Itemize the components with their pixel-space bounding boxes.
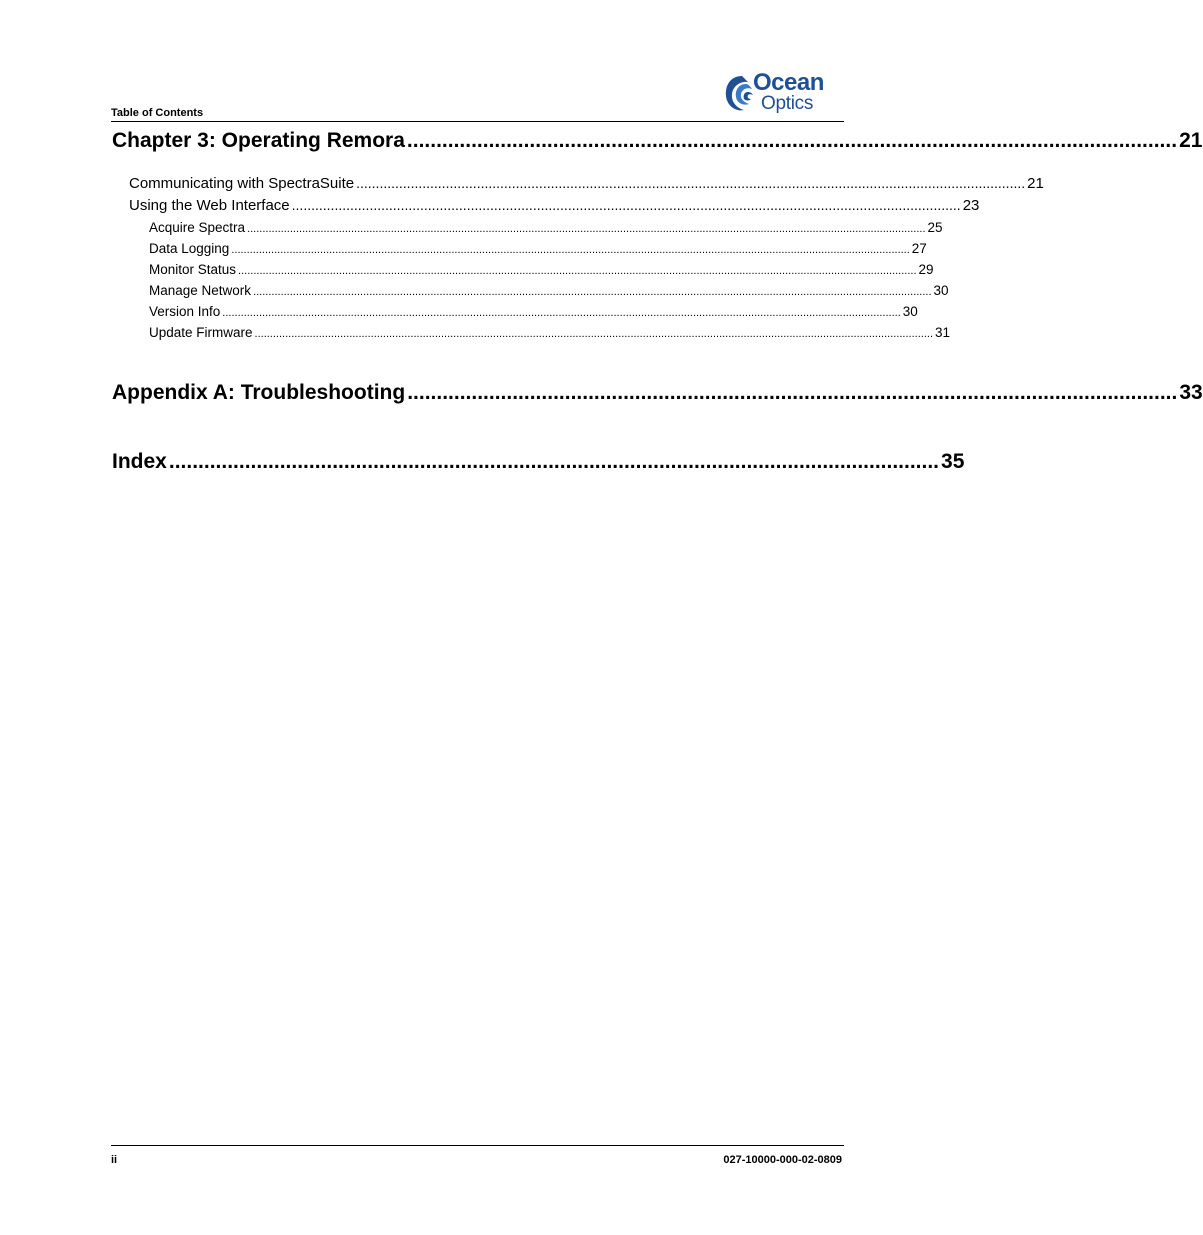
page-number: ii: [111, 1154, 118, 1166]
dot-leader: ..............................................................................................................................................................................................................................: [254, 328, 933, 340]
toc-entry-label: Chapter 3: Operating Remora: [112, 129, 405, 152]
dot-leader: ..............................................................................................................................................................................................................................: [247, 223, 926, 235]
toc-entry-chapter-3[interactable]: [112, 129, 1203, 153]
header-title: Table of Contents: [111, 107, 204, 119]
page-footer: [111, 1145, 844, 1168]
logo-word-optics: Optics: [761, 93, 814, 114]
dot-leader: ....................................................................................................................................: [407, 381, 1178, 404]
toc-entry-version-info[interactable]: [149, 304, 918, 319]
toc-entry-page: 30: [902, 304, 918, 319]
toc-entry-communicating[interactable]: [129, 175, 1044, 192]
toc-entry-page: 31: [935, 325, 951, 340]
toc-entry-manage-network[interactable]: [149, 283, 949, 298]
toc-entry-data-logging[interactable]: [149, 241, 927, 256]
toc-entry-label: Version Info: [149, 304, 221, 319]
dot-leader: ............................................................................................................................................................................: [356, 175, 1026, 191]
toc-entry-page: 21: [1027, 175, 1044, 192]
dot-leader: ..............................................................................................................................................................................................................................: [253, 286, 932, 298]
toc-entry-page: 30: [933, 283, 949, 298]
toc-entry-page: 25: [927, 220, 943, 235]
toc-entry-label: Manage Network: [149, 283, 252, 298]
logo-word-ocean: Ocean: [753, 69, 824, 96]
toc-entry-acquire-spectra[interactable]: [149, 220, 943, 235]
toc-entry-page: 33: [1179, 381, 1203, 404]
dot-leader: ..............................................................................................................................................................................................................................: [231, 244, 910, 256]
toc-entry-appendix-a[interactable]: [112, 381, 1203, 405]
toc-entry-web-interface[interactable]: [129, 197, 980, 214]
toc-entry-label: Index: [112, 450, 167, 473]
toc-entry-update-firmware[interactable]: [149, 325, 951, 340]
toc-entry-label: Acquire Spectra: [149, 220, 246, 235]
toc-entry-label: Appendix A: Troubleshooting: [112, 381, 406, 404]
toc-entry-label: Monitor Status: [149, 262, 237, 277]
toc-entry-page: 21: [1179, 129, 1203, 152]
dot-leader: ..............................................................................................................................................................................................................................: [238, 265, 917, 277]
toc-entry-monitor-status[interactable]: [149, 262, 934, 277]
toc-entry-index[interactable]: [112, 450, 965, 474]
dot-leader: ..............................................................................................................................................................................................................................: [222, 307, 901, 319]
document-number: 027-10000-000-02-0809: [723, 1154, 842, 1166]
dot-leader: ....................................................................................................................................: [406, 129, 1178, 152]
page-header: [111, 70, 844, 122]
ocean-optics-logo: [724, 69, 842, 116]
toc-entry-label: Communicating with SpectraSuite: [129, 175, 355, 192]
toc-entry-label: Using the Web Interface: [129, 197, 290, 214]
toc-entry-page: 35: [941, 450, 965, 473]
dot-leader: ............................................................................................................................................................................: [291, 197, 961, 213]
toc-entry-label: Update Firmware: [149, 325, 253, 340]
toc-entry-page: 23: [962, 197, 980, 214]
dot-leader: ....................................................................................................................................: [168, 450, 940, 473]
toc-entry-page: 29: [918, 262, 934, 277]
toc-entry-label: Data Logging: [149, 241, 230, 256]
toc-entry-page: 27: [911, 241, 927, 256]
